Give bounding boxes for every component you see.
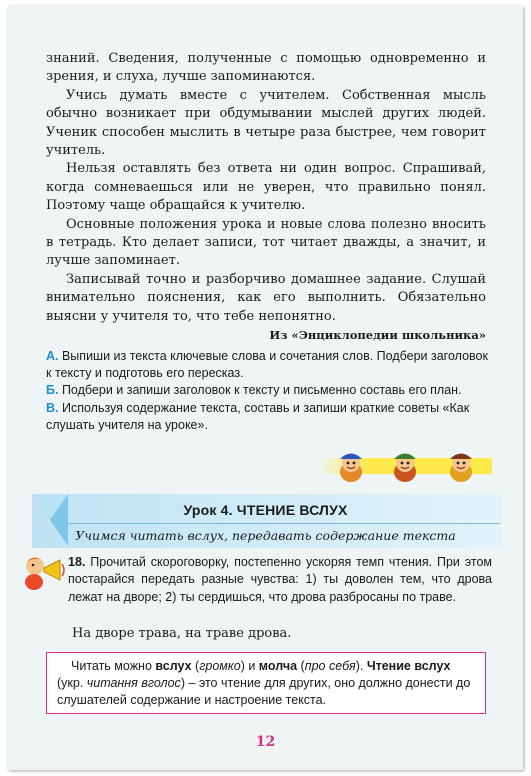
task-text: Подбери и запиши заголовок к тексту и письменно составь его план. bbox=[58, 383, 462, 398]
rule-italic: читання вголос bbox=[86, 676, 181, 691]
source-citation bbox=[46, 326, 486, 344]
lesson-divider bbox=[66, 523, 500, 524]
rule-fragment: ( bbox=[191, 659, 200, 673]
task-item bbox=[46, 382, 490, 399]
intro-paragraph: Основные положения урока и новые слова полезно вносить в тетрадь. Кто делает записи, тот читает дважды, а значит, и лучше запоминает. bbox=[46, 216, 486, 269]
task-text: Выпиши из текста ключевые слова и сочетания слов. Подбери заголовок к тексту и подготовь его пересказ. bbox=[46, 349, 488, 381]
tongue-twister: На дворе трава, на траве дрова. bbox=[72, 626, 292, 641]
lesson-title: Урок 4. ЧТЕНИЕ ВСЛУХ bbox=[183, 502, 348, 518]
rule-term: Чтение вслух bbox=[366, 659, 451, 673]
task-letter: А. bbox=[46, 349, 59, 363]
exercise-text: Прочитай скороговорку, постепенно ускоряя темп чтения. При этом постарайся передать разные чувства: 1) ты доволен тем, что дрова лежат на дворе; 2) ты сердишься, что дрова разбросаны по траве. bbox=[68, 555, 492, 604]
pirate-character-icon bbox=[334, 446, 368, 484]
task-list bbox=[46, 348, 490, 434]
rule-fragment: ( bbox=[297, 659, 305, 673]
rule-fragment: ). bbox=[355, 659, 367, 673]
task-letter: Б. bbox=[46, 383, 59, 398]
exercise-number: 18. bbox=[68, 555, 86, 569]
rule-fragment: (укр. bbox=[57, 676, 87, 691]
task-text: Используя содержание текста, составь и запиши краткие советы «Как слушать учителя на уроке». bbox=[46, 400, 470, 432]
intro-text bbox=[46, 50, 486, 345]
source-title: «Энциклопедии школьника» bbox=[291, 328, 486, 343]
pirate-character-icon bbox=[444, 446, 478, 484]
rule-text bbox=[57, 658, 477, 710]
rule-fragment: Читать можно bbox=[71, 659, 156, 673]
source-prefix: Из bbox=[269, 328, 292, 343]
textbook-page bbox=[8, 6, 523, 770]
page-number: 12 bbox=[255, 734, 276, 750]
pirate-character-icon bbox=[388, 446, 422, 484]
exercise-18 bbox=[68, 554, 492, 606]
rule-italic: про себя bbox=[304, 659, 356, 673]
rule-fragment: ) – это чтение для других, оно должно донести до слушателей содержание и настроение текста. bbox=[57, 676, 471, 708]
task-letter: В. bbox=[46, 400, 59, 415]
lesson-subtitle: Учимся читать вслух, передавать содержание текста bbox=[75, 528, 456, 543]
rule-fragment: ) и bbox=[240, 659, 259, 673]
task-item bbox=[46, 400, 490, 434]
rule-term: молча bbox=[258, 659, 298, 673]
intro-paragraph: Учись думать вместе с учителем. Собственная мысль обычно возникает при обдумывании мыслей других людей. Ученик способен мыслить в четыре раза быстрее, чем говорит учитель. bbox=[46, 87, 486, 159]
intro-paragraph: Нельзя оставлять без ответа ни один вопрос. Спрашивай, когда сомневаешься или не уверен, что правильно понял. Поэтому чаще обращайся к учителю. bbox=[46, 161, 486, 214]
intro-paragraph: Записывай точно и разборчиво домашнее задание. Слушай внимательно пояснения, как его выполнить. Обязательно выясни у учителя то, что тебе непонятно. bbox=[46, 271, 486, 324]
rule-box bbox=[46, 652, 486, 714]
intro-paragraph: знаний. Сведения, полученные с помощью одновременно и зрения, и слуха, лучше запоминаются. bbox=[46, 51, 486, 85]
rule-italic: громко bbox=[199, 659, 241, 673]
rule-term: вслух bbox=[155, 659, 192, 673]
megaphone-boy-icon bbox=[22, 552, 68, 592]
task-item bbox=[46, 348, 490, 382]
